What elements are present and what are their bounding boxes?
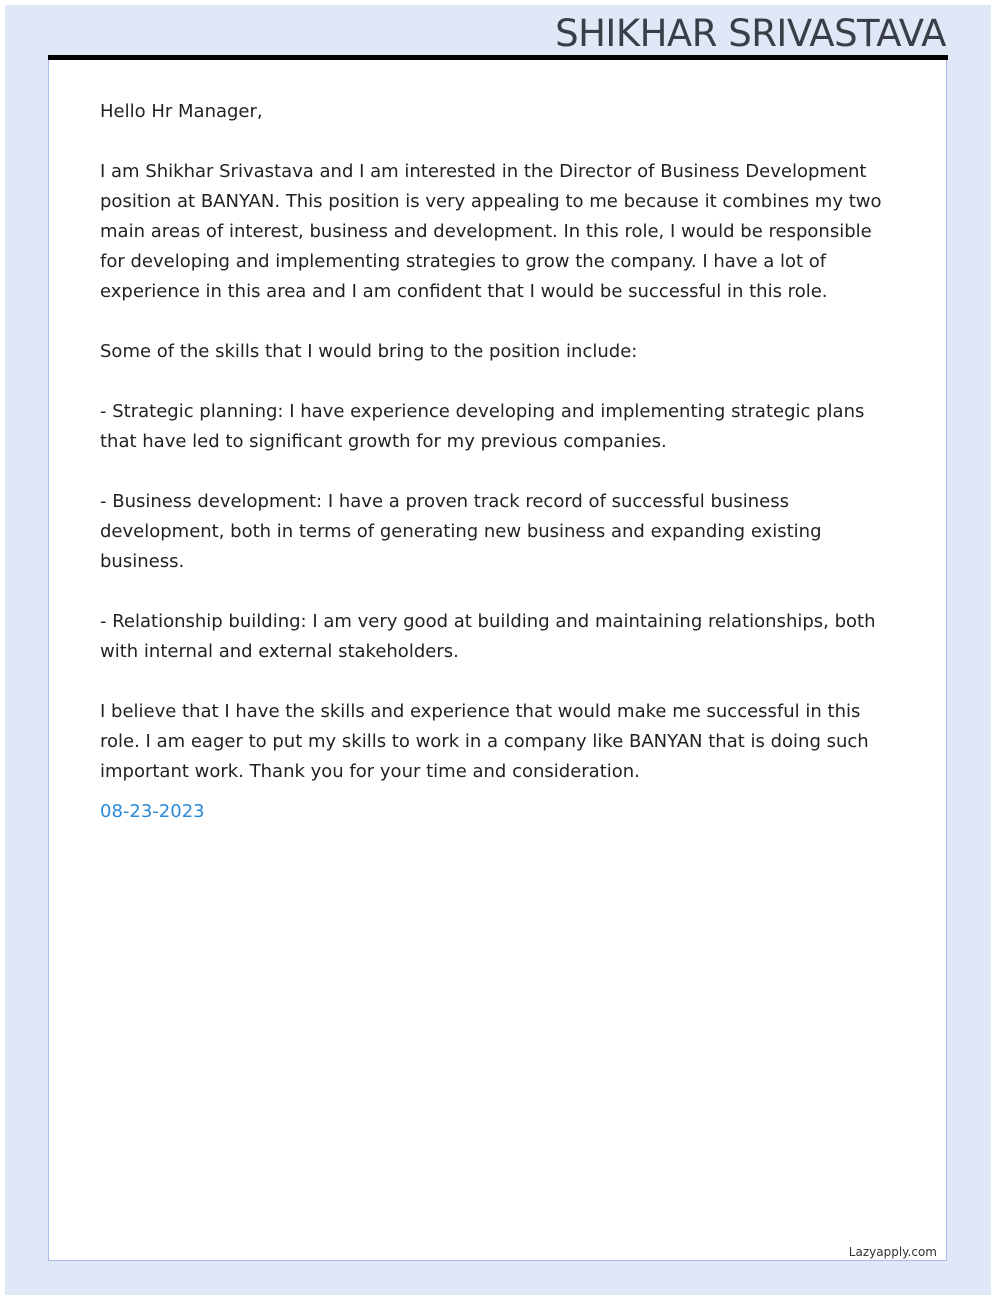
greeting: Hello Hr Manager, [100,101,263,122]
cover-letter-body [100,97,900,827]
closing-paragraph: I believe that I have the skills and experience that would make me successful in this role. I am eager to put my skills to work in a company like BANYAN that is doing such important work. Thank you for your time and consideration. [100,701,869,782]
skill-business-development: - Business development: I have a proven track record of successful business development, both in terms of generating new business and expanding existing business. [100,491,822,572]
letter-date: 08-23-2023 [100,801,205,822]
intro-paragraph: I am Shikhar Srivastava and I am interested in the Director of Business Development position at BANYAN. This position is very appealing to me because it combines my two main areas of interest, business and development. In this role, I would be responsible for developing and implementing strategies to grow the company. I have a lot of experience in this area and I am confident that I would be successful in this role. [100,161,882,302]
applicant-name: SHIKHAR SRIVASTAVA [555,12,946,55]
footer-brand: Lazyapply.com [848,1245,937,1259]
skill-strategic-planning: - Strategic planning: I have experience developing and implementing strategic plans that have led to significant growth for my previous companies. [100,401,865,452]
skills-intro: Some of the skills that I would bring to the position include: [100,341,638,362]
skill-relationship-building: - Relationship building: I am very good at building and maintaining relationships, both with internal and external stakeholders. [100,611,876,662]
